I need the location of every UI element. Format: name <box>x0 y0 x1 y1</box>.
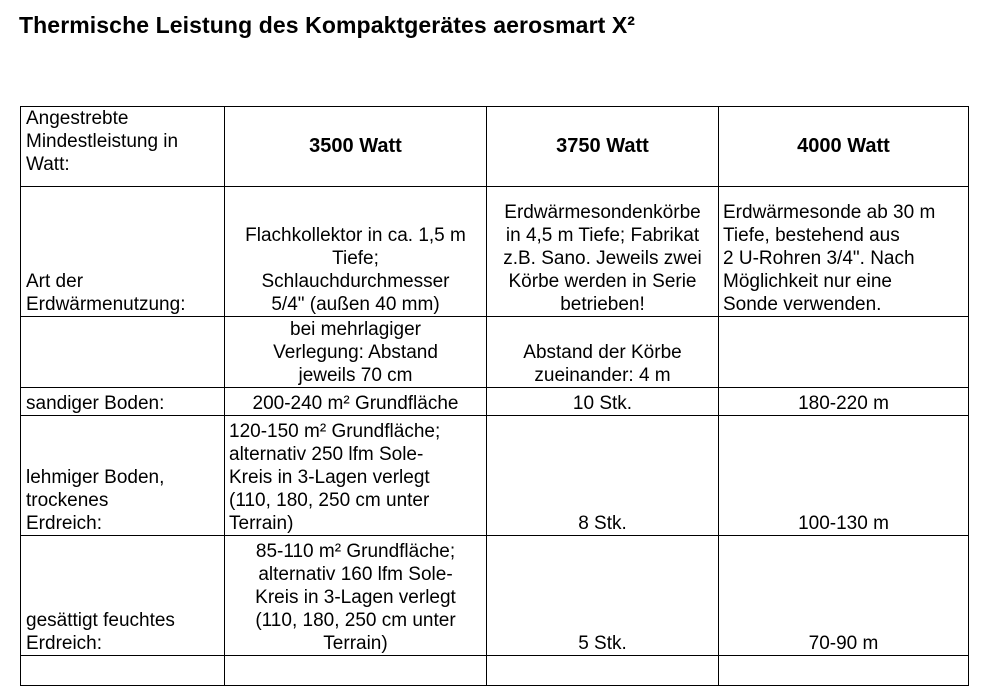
document-title: Thermische Leistung des Kompaktgerätes aerosmart X² <box>19 12 636 38</box>
table-row <box>21 317 969 388</box>
row-label-lehmiger-boden: lehmiger Boden, trockenes Erdreich: <box>21 416 225 536</box>
cell-abstand-3750: Abstand der Körbe zueinander: 4 m <box>487 317 719 388</box>
cell-erdwaermenutzung-3500: Flachkollektor in ca. 1,5 m Tiefe; Schlauchdurchmesser 5/4" (außen 40 mm) <box>225 187 487 317</box>
row-label-gesaettigt-feucht: gesättigt feuchtes Erdreich: <box>21 536 225 656</box>
cell-lehmig-4000: 100-130 m <box>719 416 969 536</box>
cell-abstand-4000 <box>719 317 969 388</box>
table-row <box>21 536 969 656</box>
row-label-erdwaermenutzung: Art der Erdwärmenutzung: <box>21 187 225 317</box>
cell-feucht-3750: 5 Stk. <box>487 536 719 656</box>
cell-feucht-4000: 70-90 m <box>719 536 969 656</box>
cell-abstand-3500: bei mehrlagiger Verlegung: Abstand jeweils 70 cm <box>225 317 487 388</box>
cut-off-cell <box>487 656 719 686</box>
cell-erdwaermenutzung-3750: Erdwärmesondenkörbe in 4,5 m Tiefe; Fabrikat z.B. Sano. Jeweils zwei Körbe werden in Serie betrieben! <box>487 187 719 317</box>
cell-sandig-3500: 200-240 m² Grundfläche <box>225 388 487 416</box>
table-row <box>21 656 969 686</box>
table-row <box>21 388 969 416</box>
cell-lehmig-3500: 120-150 m² Grundfläche; alternativ 250 lfm Sole- Kreis in 3-Lagen verlegt (110, 180, 250 cm unter Terrain) <box>225 416 487 536</box>
header-row <box>21 107 969 187</box>
table-row <box>21 187 969 317</box>
cell-erdwaermenutzung-4000: Erdwärmesonde ab 30 m Tiefe, bestehend aus 2 U-Rohren 3/4". Nach Möglichkeit nur eine Sonde verwenden. <box>719 187 969 317</box>
cell-sandig-3750: 10 Stk. <box>487 388 719 416</box>
cell-sandig-4000: 180-220 m <box>719 388 969 416</box>
row-label-abstand <box>21 317 225 388</box>
cut-off-cell <box>225 656 487 686</box>
header-label-cell: Angestrebte Mindestleistung in Watt: <box>21 107 225 187</box>
header-col-3500: 3500 Watt <box>225 107 487 187</box>
cut-off-cell <box>21 656 225 686</box>
table-row <box>21 416 969 536</box>
cell-feucht-3500: 85-110 m² Grundfläche; alternativ 160 lfm Sole- Kreis in 3-Lagen verlegt (110, 180, 250 cm unter Terrain) <box>225 536 487 656</box>
cell-lehmig-3750: 8 Stk. <box>487 416 719 536</box>
header-col-3750: 3750 Watt <box>487 107 719 187</box>
cut-off-cell <box>719 656 969 686</box>
header-col-4000: 4000 Watt <box>719 107 969 187</box>
row-label-sandiger-boden: sandiger Boden: <box>21 388 225 416</box>
performance-table <box>20 106 969 686</box>
